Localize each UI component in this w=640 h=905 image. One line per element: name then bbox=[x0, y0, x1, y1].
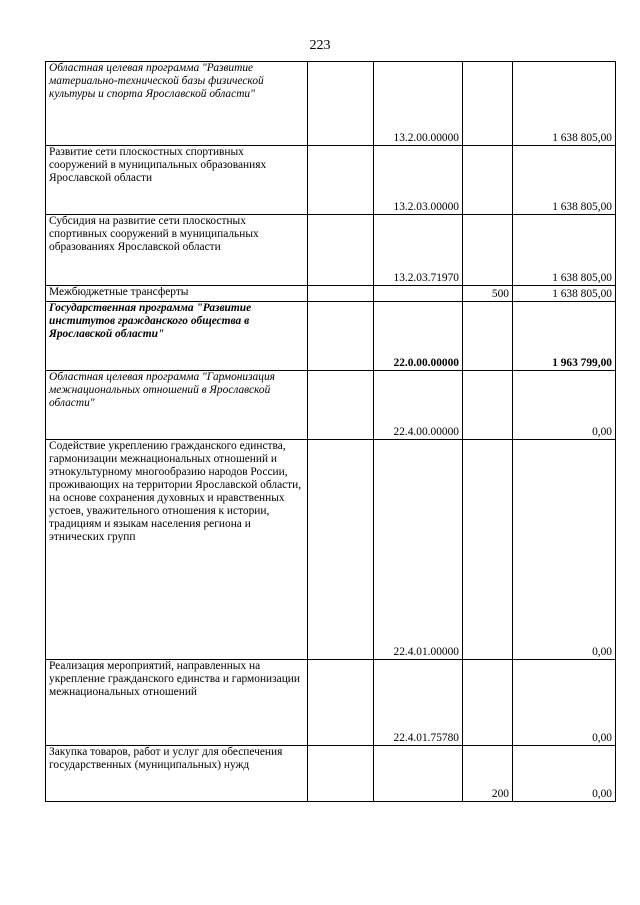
table-row bbox=[46, 660, 616, 746]
row-code: 22.4.00.00000 bbox=[374, 371, 463, 440]
table-row bbox=[46, 215, 616, 286]
table-row bbox=[46, 302, 616, 371]
row-name: Закупка товаров, работ и услуг для обеспечения государственных (муниципальных) нужд bbox=[46, 746, 308, 802]
row-code bbox=[374, 286, 463, 302]
row-amount: 0,00 bbox=[513, 746, 616, 802]
row-expense-type bbox=[463, 302, 513, 371]
empty-cell bbox=[308, 660, 374, 746]
row-name: Реализация мероприятий, направленных на укрепление гражданского единства и гармонизации межнациональных отношений bbox=[46, 660, 308, 746]
row-expense-type bbox=[463, 62, 513, 146]
row-code: 22.0.00.00000 bbox=[374, 302, 463, 371]
budget-table bbox=[45, 61, 616, 802]
empty-cell bbox=[308, 302, 374, 371]
table-row bbox=[46, 146, 616, 215]
row-expense-type bbox=[463, 660, 513, 746]
row-expense-type: 200 bbox=[463, 746, 513, 802]
row-code: 22.4.01.75780 bbox=[374, 660, 463, 746]
row-name: Областная целевая программа "Развитие материально-технической базы физической культуры и спорта Ярославской области" bbox=[46, 62, 308, 146]
row-amount: 0,00 bbox=[513, 371, 616, 440]
row-amount: 0,00 bbox=[513, 440, 616, 660]
row-amount: 1 638 805,00 bbox=[513, 215, 616, 286]
row-code: 13.2.00.00000 bbox=[374, 62, 463, 146]
row-name: Субсидия на развитие сети плоскостных спортивных сооружений в муниципальных образованиях Ярославской области bbox=[46, 215, 308, 286]
page-number: 223 bbox=[309, 38, 331, 53]
row-name: Развитие сети плоскостных спортивных сооружений в муниципальных образованиях Ярославской области bbox=[46, 146, 308, 215]
empty-cell bbox=[308, 146, 374, 215]
table-row bbox=[46, 746, 616, 802]
table-row bbox=[46, 286, 616, 302]
row-code: 13.2.03.71970 bbox=[374, 215, 463, 286]
empty-cell bbox=[308, 371, 374, 440]
row-code: 13.2.03.00000 bbox=[374, 146, 463, 215]
row-expense-type bbox=[463, 440, 513, 660]
empty-cell bbox=[308, 440, 374, 660]
row-code bbox=[374, 746, 463, 802]
table-row bbox=[46, 62, 616, 146]
row-amount: 1 638 805,00 bbox=[513, 286, 616, 302]
empty-cell bbox=[308, 62, 374, 146]
empty-cell bbox=[308, 746, 374, 802]
table-row bbox=[46, 371, 616, 440]
row-amount: 0,00 bbox=[513, 660, 616, 746]
empty-cell bbox=[308, 215, 374, 286]
row-code: 22.4.01.00000 bbox=[374, 440, 463, 660]
row-name: Областная целевая программа "Гармонизация межнациональных отношений в Ярославской области" bbox=[46, 371, 308, 440]
row-expense-type: 500 bbox=[463, 286, 513, 302]
row-name: Содействие укреплению гражданского единства, гармонизации межнациональных отношений и этнокультурному многообразию народов России, проживающих на территории Ярославской области, на основе сохранения духовных и нравственных устоев, уважительного отношения к истории, традициям и языкам населения региона и этнических групп bbox=[46, 440, 308, 660]
row-amount: 1 638 805,00 bbox=[513, 146, 616, 215]
table-row bbox=[46, 440, 616, 660]
row-name: Государственная программа "Развитие институтов гражданского общества в Ярославской области" bbox=[46, 302, 308, 371]
row-expense-type bbox=[463, 146, 513, 215]
row-name: Межбюджетные трансферты bbox=[46, 286, 308, 302]
row-expense-type bbox=[463, 371, 513, 440]
row-amount: 1 963 799,00 bbox=[513, 302, 616, 371]
row-amount: 1 638 805,00 bbox=[513, 62, 616, 146]
empty-cell bbox=[308, 286, 374, 302]
row-expense-type bbox=[463, 215, 513, 286]
